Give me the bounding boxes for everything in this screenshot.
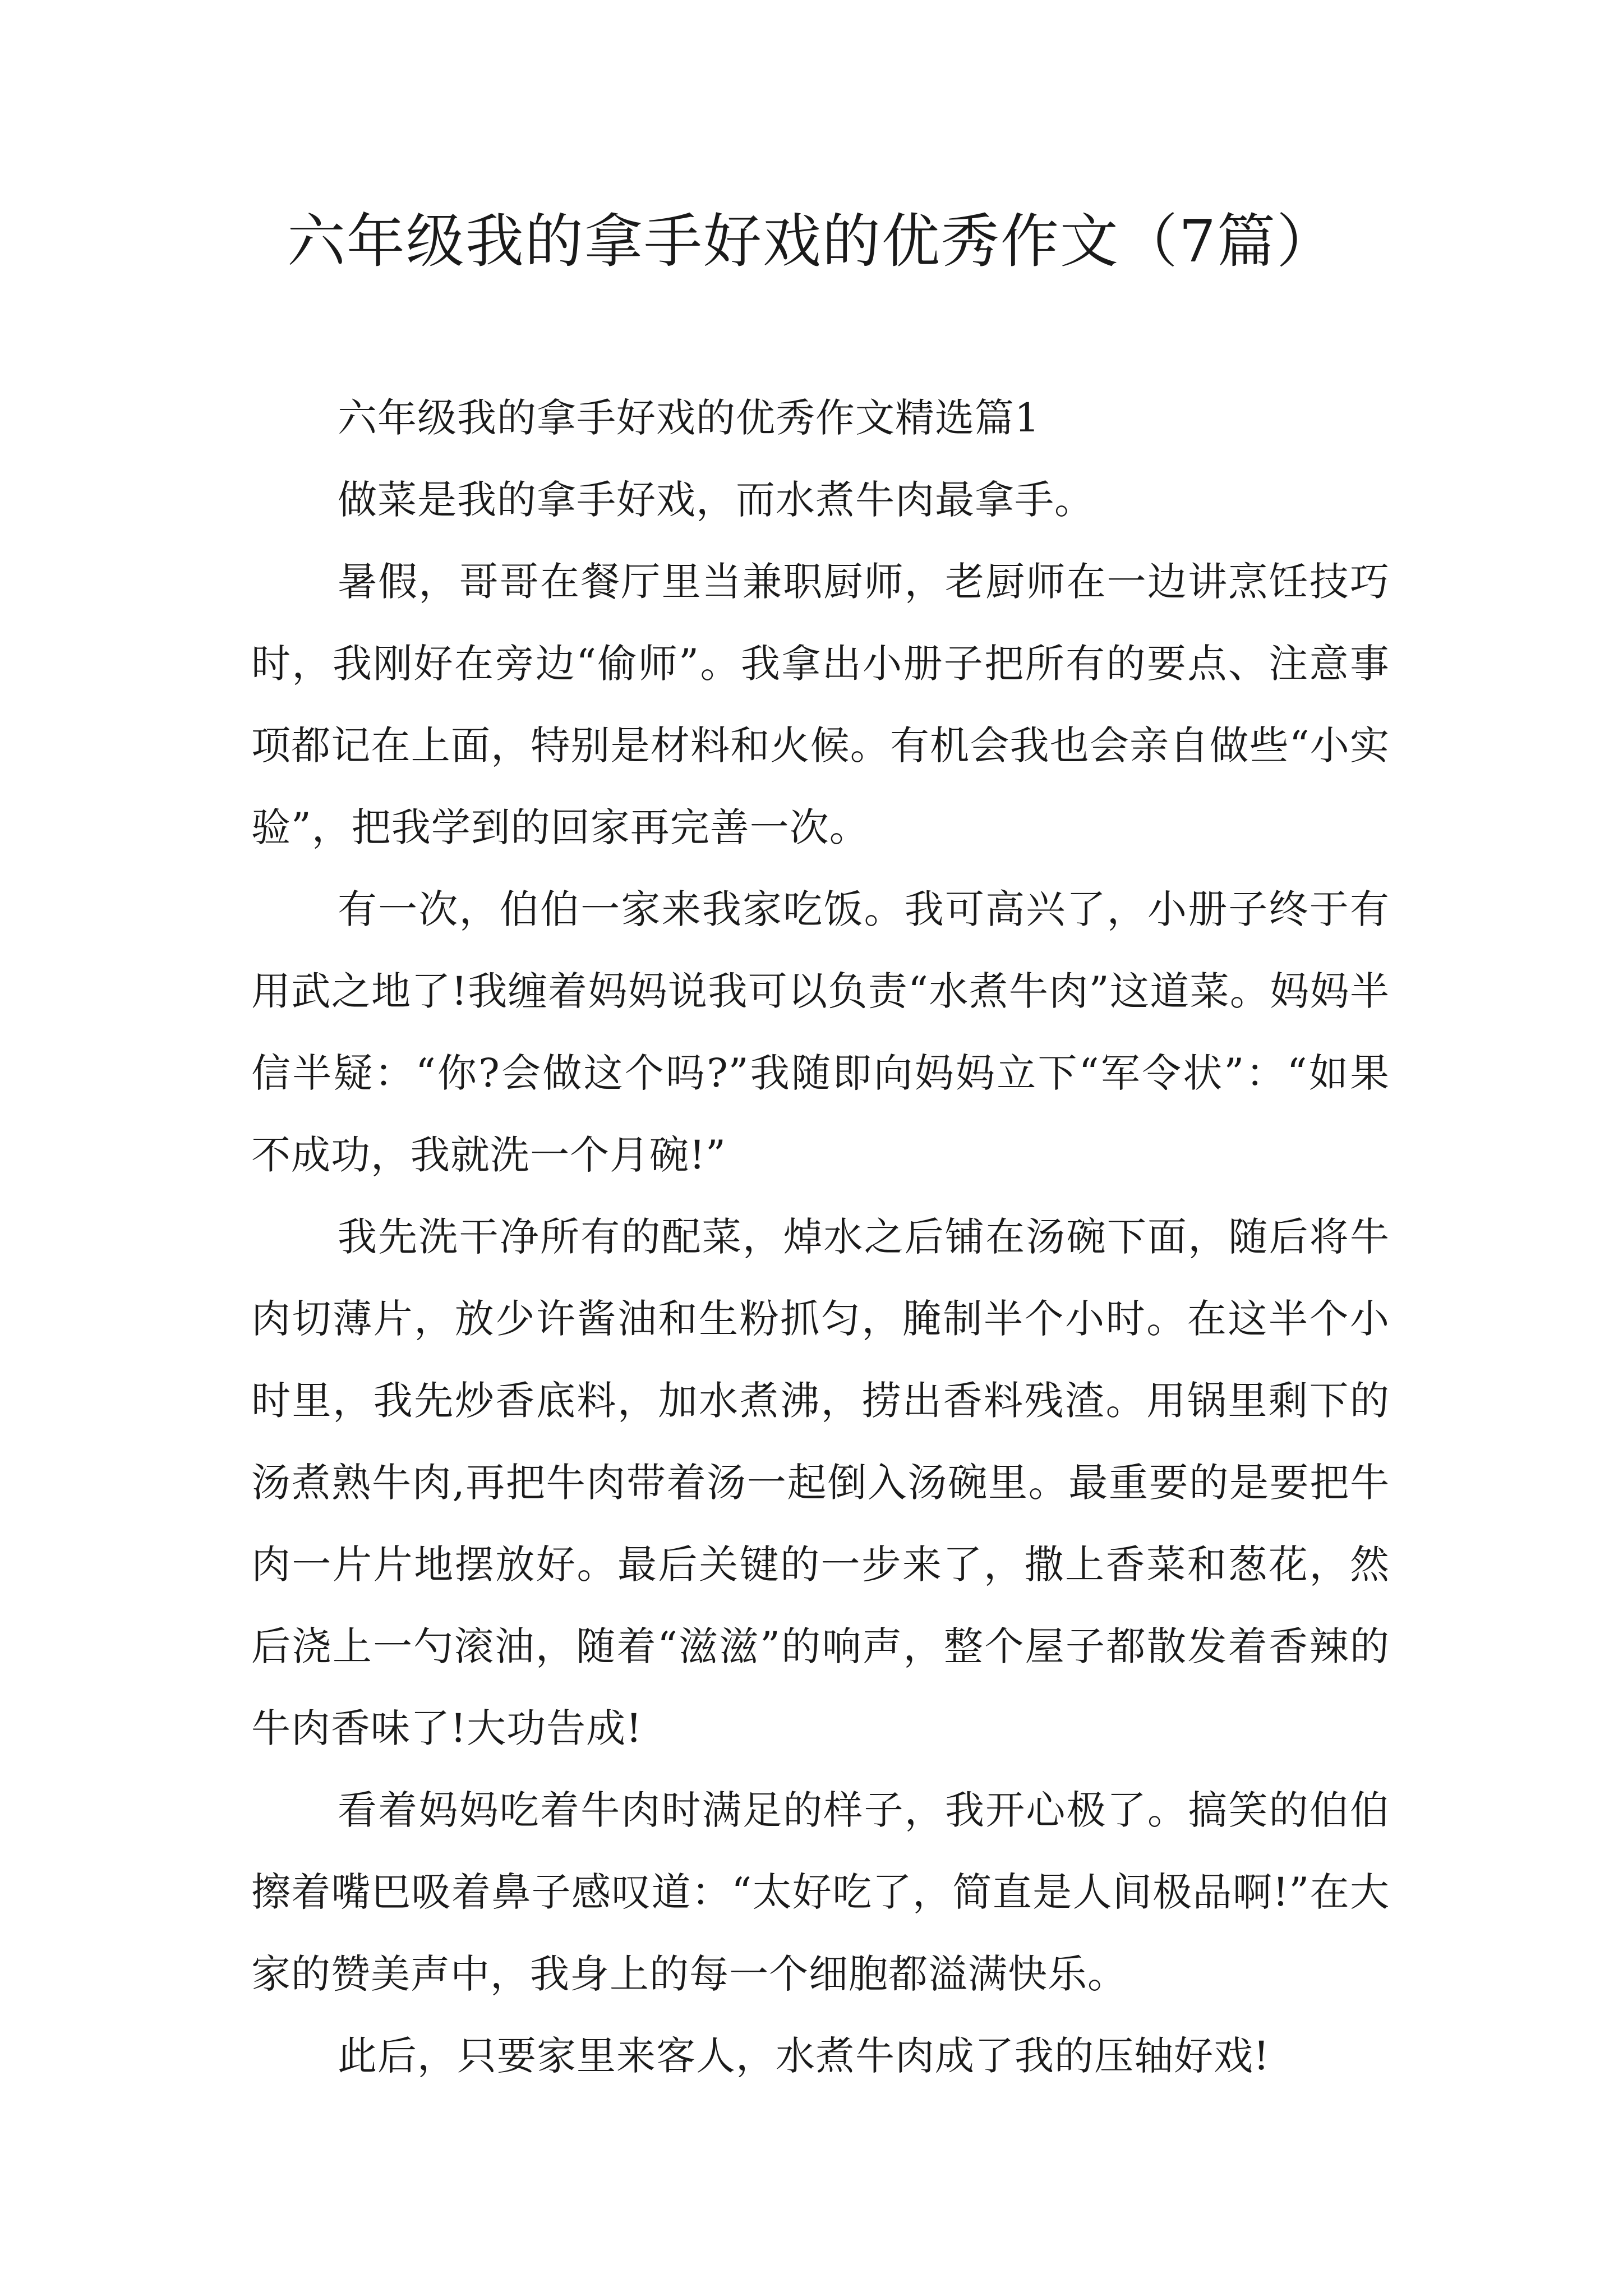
paragraph: 此后，只要家里来客人，水煮牛肉成了我的压轴好戏!: [338, 2033, 1270, 2079]
paragraph: 我先洗干净所有的配菜，焯水之后铺在汤碗下面，随后将牛肉切薄片，放少许酱油和生粉抓匀，腌制半个小时。在这半个小时里，我先炒香底料，加水煮沸，捞出香料残渣。用锅里剩下的汤煮熟牛肉,再把牛肉带着汤一起倒入汤碗里。最重要的是要把牛肉一片片地摆放好。最后关键的一步来了，撒上香菜和葱花，然后浇上一勺滚油，随着“滋滋”的响声，整个屋子都散发着香辣的牛肉香味了!大功告成!: [251, 1214, 1390, 1751]
document-title: 六年级我的拿手好戏的优秀作文（7篇）: [287, 207, 1336, 275]
paragraph: 做菜是我的拿手好戏，而水煮牛肉最拿手。: [338, 477, 1094, 523]
section-heading: 六年级我的拿手好戏的优秀作文精选篇1: [338, 395, 1040, 441]
paragraph: 暑假，哥哥在餐厅里当兼职厨师，老厨师在一边讲烹饪技巧时，我刚好在旁边“偷师”。我拿出小册子把所有的要点、注意事项都记在上面，特别是材料和火候。有机会我也会亲自做些“小实验”，把我学到的回家再完善一次。: [251, 559, 1390, 850]
document-body: [251, 377, 1390, 2097]
paragraph: 有一次，伯伯一家来我家吃饭。我可高兴了，小册子终于有用武之地了!我缠着妈妈说我可以负责“水煮牛肉”这道菜。妈妈半信半疑：“你?会做这个吗?”我随即向妈妈立下“军令状”：“如果不成功，我就洗一个月碗!”: [251, 886, 1390, 1178]
paragraph: 看着妈妈吃着牛肉时满足的样子，我开心极了。搞笑的伯伯擦着嘴巴吸着鼻子感叹道：“太好吃了，简直是人间极品啊!”在大家的赞美声中，我身上的每一个细胞都溢满快乐。: [251, 1787, 1390, 1997]
